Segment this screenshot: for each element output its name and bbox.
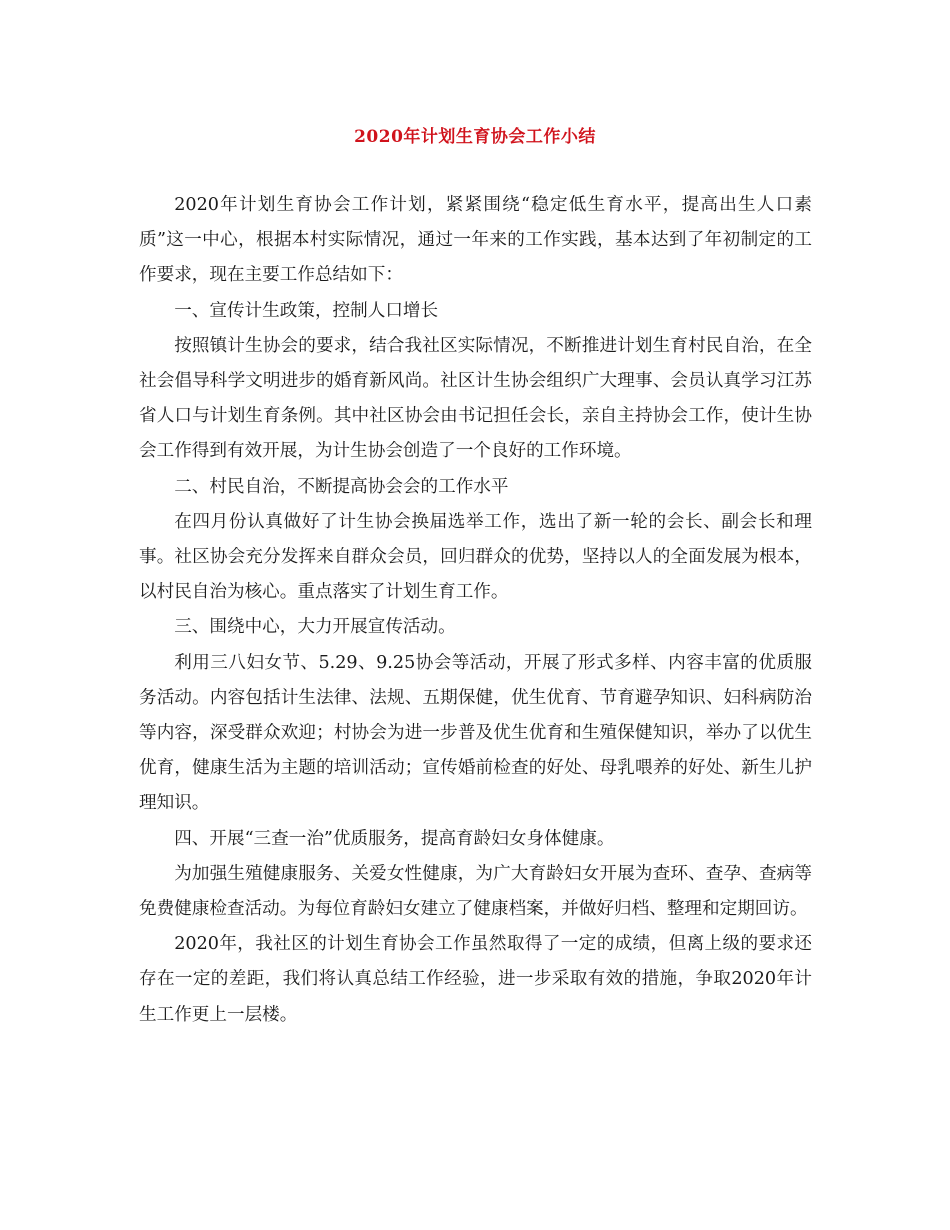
paragraph-section-1: 按照镇计生协会的要求，结合我社区实际情况，不断推进计划生育村民自治，在全社会倡导科学文明进步的婚育新风尚。社区计生协会组织广大理事、会员认真学习江苏省人口与计划生育条例。其中社区协会由书记担任会长，亲自主持协会工作，使计生协会工作得到有效开展，为计生协会创造了一个良好的工作环境。 [139,335,812,462]
document-title: 2020年计划生育协会工作小结 [354,127,596,147]
paragraph-section-3: 利用三八妇女节、5.29、9.25协会等活动，开展了形式多样、内容丰富的优质服务活动。内容包括计生法律、法规、五期保健，优生优育、节育避孕知识、妇科病防治等内容，深受群众欢迎；村协会为进一步普及优生优育和生殖保健知识，举办了以优生优育，健康生活为主题的培训活动；宣传婚前检查的好处、母乳喂养的好处、新生儿护理知识。 [139,652,812,814]
section-heading-2: 二、村民自治，不断提高协会会的工作水平 [174,476,509,497]
paragraph-section-2: 在四月份认真做好了计生协会换届选举工作，选出了新一轮的会长、副会长和理事。社区协会充分发挥来自群众会员，回归群众的优势，坚持以人的全面发展为根本，以村民自治为核心。重点落实了计划生育工作。 [139,511,812,603]
section-heading-4: 四、开展“三查一治”优质服务，提高育龄妇女身体健康。 [174,828,615,849]
section-heading-3: 三、围绕中心，大力开展宣传活动。 [174,617,456,638]
paragraph-conclusion: 2020年，我社区的计划生育协会工作虽然取得了一定的成绩，但离上级的要求还存在一定的差距，我们将认真总结工作经验，进一步采取有效的措施，争取2020年计生工作更上一层楼。 [139,934,812,1025]
paragraph-intro: 2020年计划生育协会工作计划，紧紧围绕“稳定低生育水平，提高出生人口素质”这一中心，根据本村实际情况，通过一年来的工作实践，基本达到了年初制定的工作要求，现在主要工作总结如下： [139,195,812,286]
document-body [139,188,812,1033]
section-heading-1: 一、宣传计生政策，控制人口增长 [174,300,439,321]
paragraph-section-4: 为加强生殖健康服务、关爱女性健康，为广大育龄妇女开展为查环、查孕、查病等免费健康检查活动。为每位育龄妇女建立了健康档案，并做好归档、整理和定期回访。 [139,863,812,920]
